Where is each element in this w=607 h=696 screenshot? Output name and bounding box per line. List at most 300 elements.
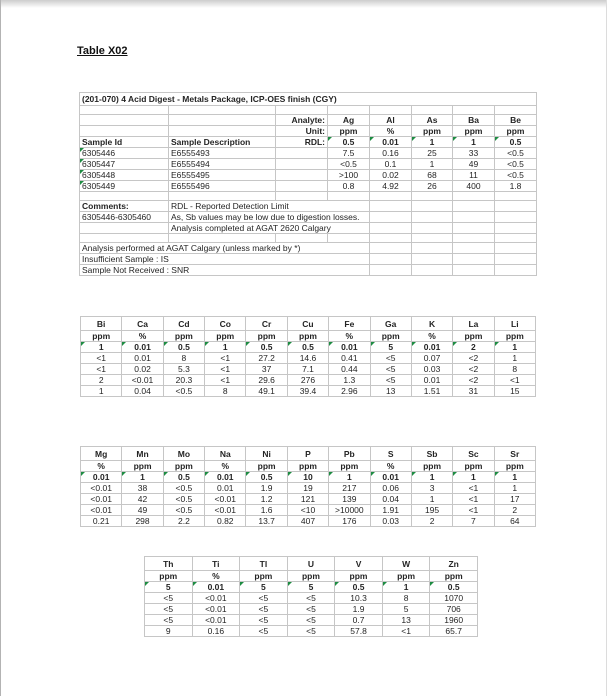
unit-cell: ppm xyxy=(453,126,495,137)
blank-cell xyxy=(412,212,453,223)
rdl-value-cell: 1 xyxy=(205,342,246,353)
unit-cell: ppm xyxy=(163,461,204,472)
sample-description-cell: E6555494 xyxy=(169,159,276,170)
unit-cell: ppm xyxy=(287,461,328,472)
result-cell: 0.41 xyxy=(329,353,370,364)
result-cell: 0.07 xyxy=(411,353,452,364)
unit-cell: ppm xyxy=(494,331,535,342)
analyte-header: Sb xyxy=(411,447,452,461)
unit-cell: % xyxy=(192,571,240,582)
result-cell: 13 xyxy=(382,615,430,626)
analyte-header: Th xyxy=(145,557,193,571)
blank-cell xyxy=(370,192,412,201)
result-cell: 27.2 xyxy=(246,353,287,364)
result-cell: <1 xyxy=(453,483,494,494)
result-cell: <1 xyxy=(453,494,494,505)
blank-cell xyxy=(370,243,412,254)
result-cell: 217 xyxy=(329,483,370,494)
footnote-text: Insufficient Sample : IS xyxy=(80,254,370,265)
result-cell: 0.01 xyxy=(411,375,452,386)
result-cell: <0.01 xyxy=(192,593,240,604)
unit-cell: % xyxy=(205,461,246,472)
rdl-value-cell: 5 xyxy=(287,582,335,593)
result-cell: 1.9 xyxy=(246,483,287,494)
result-cell: 400 xyxy=(453,181,495,192)
blank-cell xyxy=(412,192,453,201)
result-cell: 1960 xyxy=(430,615,478,626)
blank-cell xyxy=(453,223,495,234)
analyte-header: Pb xyxy=(329,447,370,461)
result-cell: 13.7 xyxy=(246,516,287,527)
blank-cell xyxy=(412,106,453,115)
analyte-header: Co xyxy=(205,317,246,331)
comment-label: Comments: xyxy=(80,201,169,212)
blank-cell xyxy=(495,212,537,223)
result-cell: <5 xyxy=(240,593,288,604)
unit-row-label: Unit: xyxy=(276,126,328,137)
rdl-value-cell: 1 xyxy=(453,472,494,483)
unit-cell: ppm xyxy=(412,126,453,137)
result-cell: <0.01 xyxy=(81,494,122,505)
blank-cell xyxy=(276,192,328,201)
result-cell: <2 xyxy=(453,353,494,364)
result-cell: 37 xyxy=(246,364,287,375)
result-cell: 407 xyxy=(287,516,328,527)
result-cell: 68 xyxy=(412,170,453,181)
result-cell: 33 xyxy=(453,148,495,159)
comment-text: As, Sb values may be low due to digestion losses. xyxy=(169,212,370,223)
analyte-header: Cd xyxy=(163,317,204,331)
rdl-value-cell: 1 xyxy=(411,472,452,483)
unit-cell: % xyxy=(81,461,122,472)
result-cell: 5.3 xyxy=(163,364,204,375)
result-cell: 706 xyxy=(430,604,478,615)
blank-cell xyxy=(495,254,537,265)
result-cell: 7 xyxy=(453,516,494,527)
unit-cell: ppm xyxy=(495,126,537,137)
result-cell: <5 xyxy=(145,604,193,615)
result-cell: 1070 xyxy=(430,593,478,604)
unit-cell: ppm xyxy=(205,331,246,342)
footnote-text: Analysis performed at AGAT Calgary (unless marked by *) xyxy=(80,243,370,254)
analyte-header: Li xyxy=(494,317,535,331)
result-cell: 139 xyxy=(329,494,370,505)
rdl-value-cell: 10 xyxy=(287,472,328,483)
result-cell: <0.5 xyxy=(163,505,204,516)
result-cell: 10.3 xyxy=(335,593,383,604)
analyte-results-grid xyxy=(80,446,536,527)
result-cell: 3 xyxy=(411,483,452,494)
blank-cell xyxy=(495,265,537,276)
result-cell: 1 xyxy=(81,386,122,397)
analyte-header: As xyxy=(412,115,453,126)
blank-cell xyxy=(370,201,412,212)
unit-cell: ppm xyxy=(246,461,287,472)
unit-cell: % xyxy=(411,331,452,342)
result-cell: <0.01 xyxy=(81,483,122,494)
result-cell: 2 xyxy=(494,505,535,516)
rdl-row-label: RDL: xyxy=(276,137,328,148)
result-cell: 1.2 xyxy=(246,494,287,505)
comment-label xyxy=(80,223,169,234)
rdl-value-cell: 1 xyxy=(412,137,453,148)
blank-cell xyxy=(80,126,169,137)
result-cell: <0.01 xyxy=(192,615,240,626)
sample-description-header: Sample Description xyxy=(169,137,276,148)
comment-text: RDL - Reported Detection Limit xyxy=(169,201,370,212)
result-cell: 276 xyxy=(287,375,328,386)
result-cell: 49.1 xyxy=(246,386,287,397)
sample-description-cell: E6555493 xyxy=(169,148,276,159)
result-cell: 65.7 xyxy=(430,626,478,637)
unit-cell: % xyxy=(329,331,370,342)
blank-cell xyxy=(412,243,453,254)
result-cell: <2 xyxy=(453,364,494,375)
result-cell: <0.5 xyxy=(495,170,537,181)
result-cell: 176 xyxy=(329,516,370,527)
result-cell: <5 xyxy=(370,375,411,386)
result-cell: 8 xyxy=(163,353,204,364)
blank-cell xyxy=(495,234,537,243)
result-cell: <5 xyxy=(145,615,193,626)
blank-cell xyxy=(80,106,169,115)
rdl-value-cell: 0.01 xyxy=(122,342,163,353)
result-cell: <1 xyxy=(494,375,535,386)
unit-cell: ppm xyxy=(122,461,163,472)
result-cell: >100 xyxy=(328,170,370,181)
result-cell: 0.16 xyxy=(192,626,240,637)
blank-cell xyxy=(453,243,495,254)
blank-cell xyxy=(412,223,453,234)
result-cell: 0.82 xyxy=(205,516,246,527)
continuation-table-bi-li xyxy=(80,316,536,397)
blank-cell xyxy=(328,106,370,115)
sample-id-cell: 6305447 xyxy=(80,159,169,170)
blank-cell xyxy=(453,254,495,265)
result-cell: <0.01 xyxy=(81,505,122,516)
rdl-value-cell: 0.01 xyxy=(370,472,411,483)
blank-cell xyxy=(495,223,537,234)
analyte-header: Al xyxy=(370,115,412,126)
result-cell: <1 xyxy=(81,353,122,364)
blank-cell xyxy=(276,234,328,243)
blank-cell xyxy=(80,234,169,243)
unit-cell: ppm xyxy=(329,461,370,472)
result-cell: 29.6 xyxy=(246,375,287,386)
sample-description-cell: E6555496 xyxy=(169,181,276,192)
unit-cell: % xyxy=(122,331,163,342)
sample-id-header: Sample Id xyxy=(80,137,169,148)
result-cell: 8 xyxy=(205,386,246,397)
blank-cell xyxy=(276,106,328,115)
blank-cell xyxy=(412,234,453,243)
result-cell: <0.01 xyxy=(122,375,163,386)
blank-cell xyxy=(370,106,412,115)
unit-cell: ppm xyxy=(382,571,430,582)
result-cell: 57.8 xyxy=(335,626,383,637)
blank-cell xyxy=(169,126,276,137)
result-cell: <0.5 xyxy=(328,159,370,170)
analyte-results-grid xyxy=(80,316,536,397)
rdl-value-cell: 0.5 xyxy=(246,342,287,353)
comment-text: Analysis completed at AGAT 2620 Calgary xyxy=(169,223,370,234)
result-cell: <5 xyxy=(370,353,411,364)
analyte-header: K xyxy=(411,317,452,331)
result-cell: 39.4 xyxy=(287,386,328,397)
result-cell: 64 xyxy=(494,516,535,527)
blank-cell xyxy=(453,192,495,201)
result-cell: 2 xyxy=(411,516,452,527)
rdl-value-cell: 0.01 xyxy=(411,342,452,353)
unit-cell: ppm xyxy=(453,331,494,342)
result-cell: <10 xyxy=(287,505,328,516)
blank-cell xyxy=(495,106,537,115)
blank-cell xyxy=(370,254,412,265)
result-cell: 1.51 xyxy=(411,386,452,397)
analyte-header: Cr xyxy=(246,317,287,331)
blank-cell xyxy=(276,181,328,192)
result-cell: 1.91 xyxy=(370,505,411,516)
result-cell: 298 xyxy=(122,516,163,527)
footnote-text: Sample Not Received : SNR xyxy=(80,265,370,276)
result-cell: <5 xyxy=(240,626,288,637)
blank-cell xyxy=(453,106,495,115)
unit-cell: ppm xyxy=(240,571,288,582)
result-cell: 0.8 xyxy=(328,181,370,192)
unit-cell: ppm xyxy=(145,571,193,582)
result-cell: <1 xyxy=(205,353,246,364)
result-cell: 19 xyxy=(287,483,328,494)
blank-cell xyxy=(495,201,537,212)
result-cell: 49 xyxy=(453,159,495,170)
rdl-value-cell: 1 xyxy=(382,582,430,593)
rdl-value-cell: 0.5 xyxy=(246,472,287,483)
rdl-value-cell: 1 xyxy=(453,137,495,148)
result-cell: 7.5 xyxy=(328,148,370,159)
blank-cell xyxy=(412,201,453,212)
blank-cell xyxy=(412,265,453,276)
result-cell: <0.5 xyxy=(163,483,204,494)
rdl-value-cell: 1 xyxy=(329,472,370,483)
result-cell: <5 xyxy=(370,364,411,375)
analyte-header: Mg xyxy=(81,447,122,461)
rdl-value-cell: 0.01 xyxy=(329,342,370,353)
result-cell: <5 xyxy=(240,615,288,626)
result-cell: 42 xyxy=(122,494,163,505)
result-cell: 0.03 xyxy=(370,516,411,527)
sample-id-cell: 6305446 xyxy=(80,148,169,159)
result-cell: 0.02 xyxy=(370,170,412,181)
blank-cell xyxy=(169,234,276,243)
blank-cell xyxy=(370,234,412,243)
blank-cell xyxy=(370,265,412,276)
analyte-header: Bi xyxy=(81,317,122,331)
result-cell: 4.92 xyxy=(370,181,412,192)
analyte-header: Sc xyxy=(453,447,494,461)
metals-package-table xyxy=(79,92,537,276)
result-cell: 195 xyxy=(411,505,452,516)
blank-cell xyxy=(80,115,169,126)
rdl-value-cell: 1 xyxy=(494,472,535,483)
analyte-header: Na xyxy=(205,447,246,461)
analyte-header: Be xyxy=(495,115,537,126)
blank-cell xyxy=(169,115,276,126)
unit-cell: ppm xyxy=(246,331,287,342)
rdl-value-cell: 0.5 xyxy=(163,342,204,353)
blank-cell xyxy=(453,212,495,223)
analyte-header: Tl xyxy=(240,557,288,571)
continuation-table-th-zn xyxy=(144,556,478,637)
result-cell: <1 xyxy=(205,375,246,386)
blank-cell xyxy=(412,254,453,265)
unit-cell: ppm xyxy=(411,461,452,472)
unit-cell: ppm xyxy=(163,331,204,342)
result-cell: <1 xyxy=(205,364,246,375)
result-cell: <5 xyxy=(240,604,288,615)
rdl-value-cell: 0.5 xyxy=(328,137,370,148)
unit-cell: % xyxy=(370,461,411,472)
result-cell: 0.44 xyxy=(329,364,370,375)
unit-cell: ppm xyxy=(81,331,122,342)
unit-cell: ppm xyxy=(430,571,478,582)
blank-cell xyxy=(495,243,537,254)
result-cell: 38 xyxy=(122,483,163,494)
analyte-header: Ca xyxy=(122,317,163,331)
result-cell: <0.5 xyxy=(163,494,204,505)
result-cell: 2.96 xyxy=(329,386,370,397)
unit-cell: ppm xyxy=(453,461,494,472)
result-cell: 0.1 xyxy=(370,159,412,170)
result-cell: 2 xyxy=(81,375,122,386)
rdl-value-cell: 0.5 xyxy=(430,582,478,593)
result-cell: <0.5 xyxy=(495,148,537,159)
result-cell: <1 xyxy=(382,626,430,637)
analyte-header: Cu xyxy=(287,317,328,331)
blank-cell xyxy=(169,106,276,115)
analyte-header: Sr xyxy=(494,447,535,461)
analyte-header: Ni xyxy=(246,447,287,461)
result-cell: 15 xyxy=(494,386,535,397)
result-cell: 1.6 xyxy=(246,505,287,516)
rdl-value-cell: 1 xyxy=(81,342,122,353)
result-cell: 17 xyxy=(494,494,535,505)
result-cell: <1 xyxy=(453,505,494,516)
comment-label: 6305446-6305460 xyxy=(80,212,169,223)
result-cell: 0.01 xyxy=(122,353,163,364)
result-cell: 49 xyxy=(122,505,163,516)
blank-cell xyxy=(276,170,328,181)
page-title: Table X02 xyxy=(77,45,128,57)
analyte-results-grid xyxy=(144,556,478,637)
unit-cell: ppm xyxy=(335,571,383,582)
result-cell: 0.7 xyxy=(335,615,383,626)
analyte-header: La xyxy=(453,317,494,331)
analyte-header: S xyxy=(370,447,411,461)
result-cell: 121 xyxy=(287,494,328,505)
result-cell: <0.01 xyxy=(192,604,240,615)
unit-cell: ppm xyxy=(370,331,411,342)
blank-cell xyxy=(169,192,276,201)
blank-cell xyxy=(453,234,495,243)
result-cell: <5 xyxy=(287,593,335,604)
rdl-value-cell: 0.5 xyxy=(163,472,204,483)
rdl-value-cell: 0.5 xyxy=(287,342,328,353)
result-cell: 0.21 xyxy=(81,516,122,527)
result-cell: <0.5 xyxy=(163,386,204,397)
result-cell: 1.9 xyxy=(335,604,383,615)
result-cell: 0.03 xyxy=(411,364,452,375)
result-cell: 1 xyxy=(411,494,452,505)
result-cell: 14.6 xyxy=(287,353,328,364)
analyte-header: Ga xyxy=(370,317,411,331)
result-cell: 20.3 xyxy=(163,375,204,386)
blank-cell xyxy=(328,192,370,201)
result-cell: 11 xyxy=(453,170,495,181)
result-cell: 8 xyxy=(494,364,535,375)
result-cell: >10000 xyxy=(329,505,370,516)
analyte-header: Fe xyxy=(329,317,370,331)
rdl-value-cell: 1 xyxy=(494,342,535,353)
blank-cell xyxy=(276,159,328,170)
analyte-header: Zn xyxy=(430,557,478,571)
sample-description-cell: E6555495 xyxy=(169,170,276,181)
rdl-value-cell: 0.01 xyxy=(81,472,122,483)
analyte-header: Ag xyxy=(328,115,370,126)
result-cell: 1 xyxy=(494,353,535,364)
blank-cell xyxy=(80,192,169,201)
rdl-value-cell: 5 xyxy=(370,342,411,353)
rdl-value-cell: 2 xyxy=(453,342,494,353)
rdl-value-cell: 0.5 xyxy=(335,582,383,593)
analyte-header: Mo xyxy=(163,447,204,461)
unit-cell: ppm xyxy=(328,126,370,137)
result-cell: 0.16 xyxy=(370,148,412,159)
result-cell: 31 xyxy=(453,386,494,397)
blank-cell xyxy=(495,192,537,201)
unit-cell: ppm xyxy=(494,461,535,472)
result-cell: <0.01 xyxy=(205,505,246,516)
rdl-value-cell: 5 xyxy=(145,582,193,593)
result-cell: 0.02 xyxy=(122,364,163,375)
result-cell: <1 xyxy=(81,364,122,375)
result-cell: 0.04 xyxy=(122,386,163,397)
result-cell: 9 xyxy=(145,626,193,637)
result-cell: 13 xyxy=(370,386,411,397)
package-title: (201-070) 4 Acid Digest - Metals Package, ICP-OES finish (CGY) xyxy=(80,93,537,106)
result-cell: <0.5 xyxy=(495,159,537,170)
rdl-value-cell: 0.01 xyxy=(205,472,246,483)
sample-id-cell: 6305449 xyxy=(80,181,169,192)
analyte-header: Ti xyxy=(192,557,240,571)
rdl-value-cell: 5 xyxy=(240,582,288,593)
blank-cell xyxy=(328,234,370,243)
result-cell: <0.01 xyxy=(205,494,246,505)
result-cell: 0.04 xyxy=(370,494,411,505)
result-cell: 0.06 xyxy=(370,483,411,494)
unit-cell: ppm xyxy=(287,571,335,582)
result-cell: 25 xyxy=(412,148,453,159)
result-cell: <5 xyxy=(287,615,335,626)
blank-cell xyxy=(276,148,328,159)
result-cell: 1 xyxy=(494,483,535,494)
unit-cell: % xyxy=(370,126,412,137)
analyte-header: V xyxy=(335,557,383,571)
analyte-header: P xyxy=(287,447,328,461)
result-cell: 0.01 xyxy=(205,483,246,494)
continuation-table-mg-sr xyxy=(80,446,536,527)
analyte-header: Ba xyxy=(453,115,495,126)
analyte-row-label: Analyte: xyxy=(276,115,328,126)
